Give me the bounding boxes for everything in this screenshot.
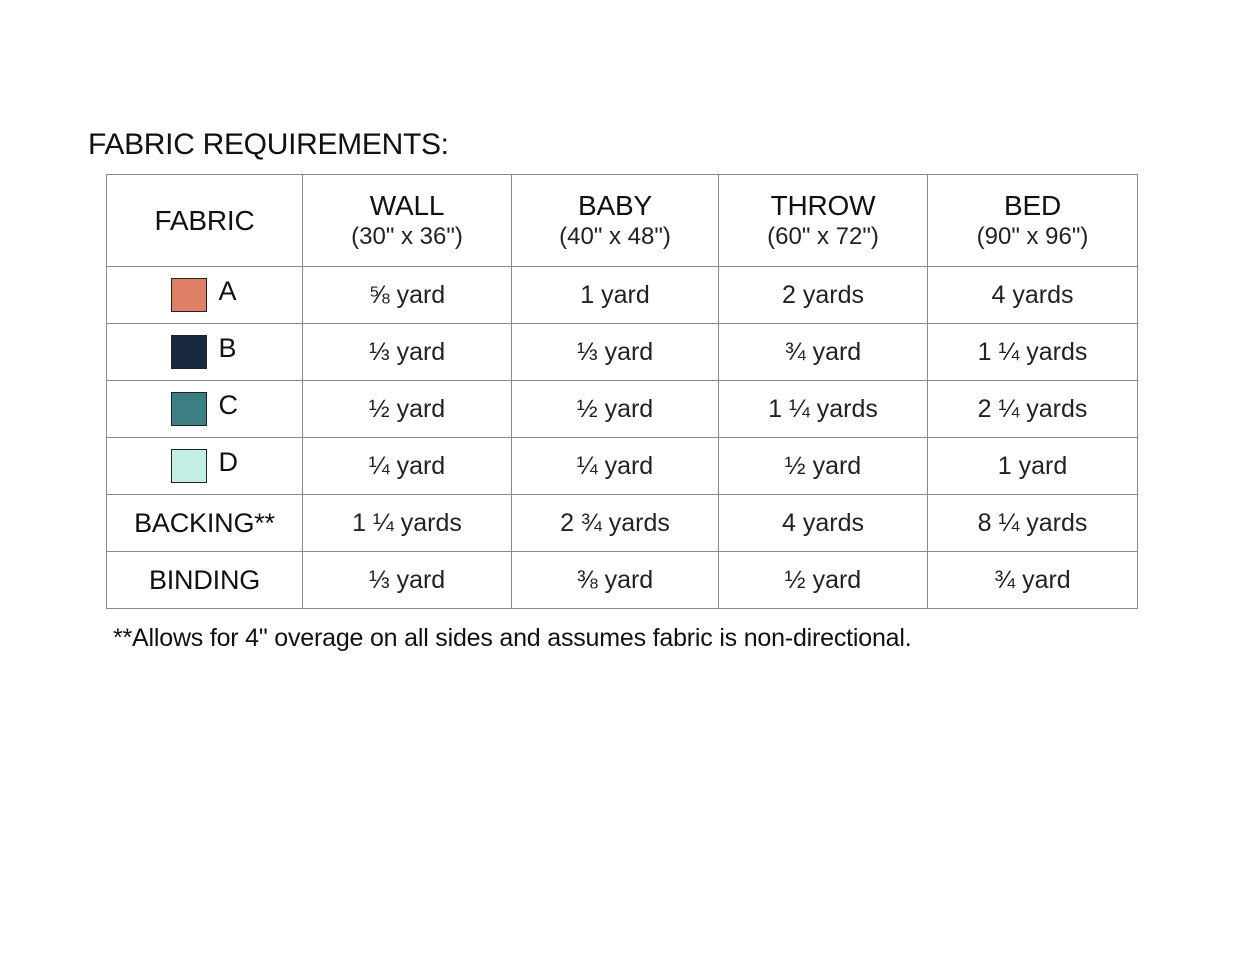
- header-baby-label: BABY: [578, 189, 652, 221]
- table-row-fabric-d: [107, 438, 1138, 495]
- header-baby: [512, 175, 719, 267]
- value-cell: ½ yard: [303, 381, 512, 438]
- header-fabric-label: FABRIC: [154, 204, 255, 236]
- header-wall-label: WALL: [369, 189, 445, 221]
- value-cell: ¾ yard: [928, 552, 1138, 609]
- fabric-cell: [107, 438, 303, 495]
- value-cell: ¾ yard: [719, 324, 928, 381]
- value-cell: 1 yard: [928, 438, 1138, 495]
- value-cell: 1 ¼ yards: [719, 381, 928, 438]
- header-bed-label: BED: [1004, 189, 1061, 221]
- value-cell: ½ yard: [719, 552, 928, 609]
- value-cell: ⅓ yard: [303, 324, 512, 381]
- value-cell: ⅓ yard: [512, 324, 719, 381]
- value-cell: 8 ¼ yards: [928, 495, 1138, 552]
- header-wall: [303, 175, 512, 267]
- fabric-cell: [107, 495, 303, 552]
- header-wall-size: (30" x 36"): [351, 222, 463, 250]
- fabric-requirements-table: [106, 174, 1138, 609]
- table-header-row: [107, 175, 1138, 267]
- page-title: FABRIC REQUIREMENTS:: [88, 128, 449, 161]
- header-baby-size: (40" x 48"): [559, 222, 671, 250]
- fabric-cell: [107, 552, 303, 609]
- header-throw-size: (60" x 72"): [767, 222, 879, 250]
- value-cell: 4 yards: [719, 495, 928, 552]
- fabric-cell: [107, 324, 303, 381]
- fabric-label: C: [218, 390, 238, 420]
- value-cell: 2 yards: [719, 267, 928, 324]
- header-throw: [719, 175, 928, 267]
- value-cell: 1 ¼ yards: [928, 324, 1138, 381]
- header-throw-label: THROW: [770, 189, 876, 221]
- value-cell: 2 ¾ yards: [512, 495, 719, 552]
- fabric-swatch-b: [171, 335, 207, 369]
- value-cell: 4 yards: [928, 267, 1138, 324]
- value-cell: 1 yard: [512, 267, 719, 324]
- table-row-binding: [107, 552, 1138, 609]
- table-row-fabric-b: [107, 324, 1138, 381]
- fabric-swatch-d: [171, 449, 207, 483]
- value-cell: ¼ yard: [512, 438, 719, 495]
- value-cell: ⅓ yard: [303, 552, 512, 609]
- fabric-swatch-a: [171, 278, 207, 312]
- header-bed-size: (90" x 96"): [976, 222, 1089, 250]
- fabric-cell: [107, 267, 303, 324]
- value-cell: ¼ yard: [303, 438, 512, 495]
- table-row-fabric-c: [107, 381, 1138, 438]
- header-fabric: [107, 175, 303, 267]
- fabric-label: BACKING**: [134, 507, 275, 538]
- table-row-backing: [107, 495, 1138, 552]
- fabric-cell: [107, 381, 303, 438]
- value-cell: ⅝ yard: [303, 267, 512, 324]
- table-row-fabric-a: [107, 267, 1138, 324]
- value-cell: 1 ¼ yards: [303, 495, 512, 552]
- header-bed: [928, 175, 1138, 267]
- fabric-label: D: [218, 447, 238, 477]
- fabric-swatch-c: [171, 392, 207, 426]
- footnote: **Allows for 4" overage on all sides and assumes fabric is non-directional.: [113, 624, 912, 652]
- fabric-label: B: [218, 333, 237, 363]
- value-cell: ⅜ yard: [512, 552, 719, 609]
- value-cell: ½ yard: [512, 381, 719, 438]
- value-cell: 2 ¼ yards: [928, 381, 1138, 438]
- value-cell: ½ yard: [719, 438, 928, 495]
- fabric-label: A: [218, 276, 237, 306]
- fabric-label: BINDING: [148, 564, 261, 595]
